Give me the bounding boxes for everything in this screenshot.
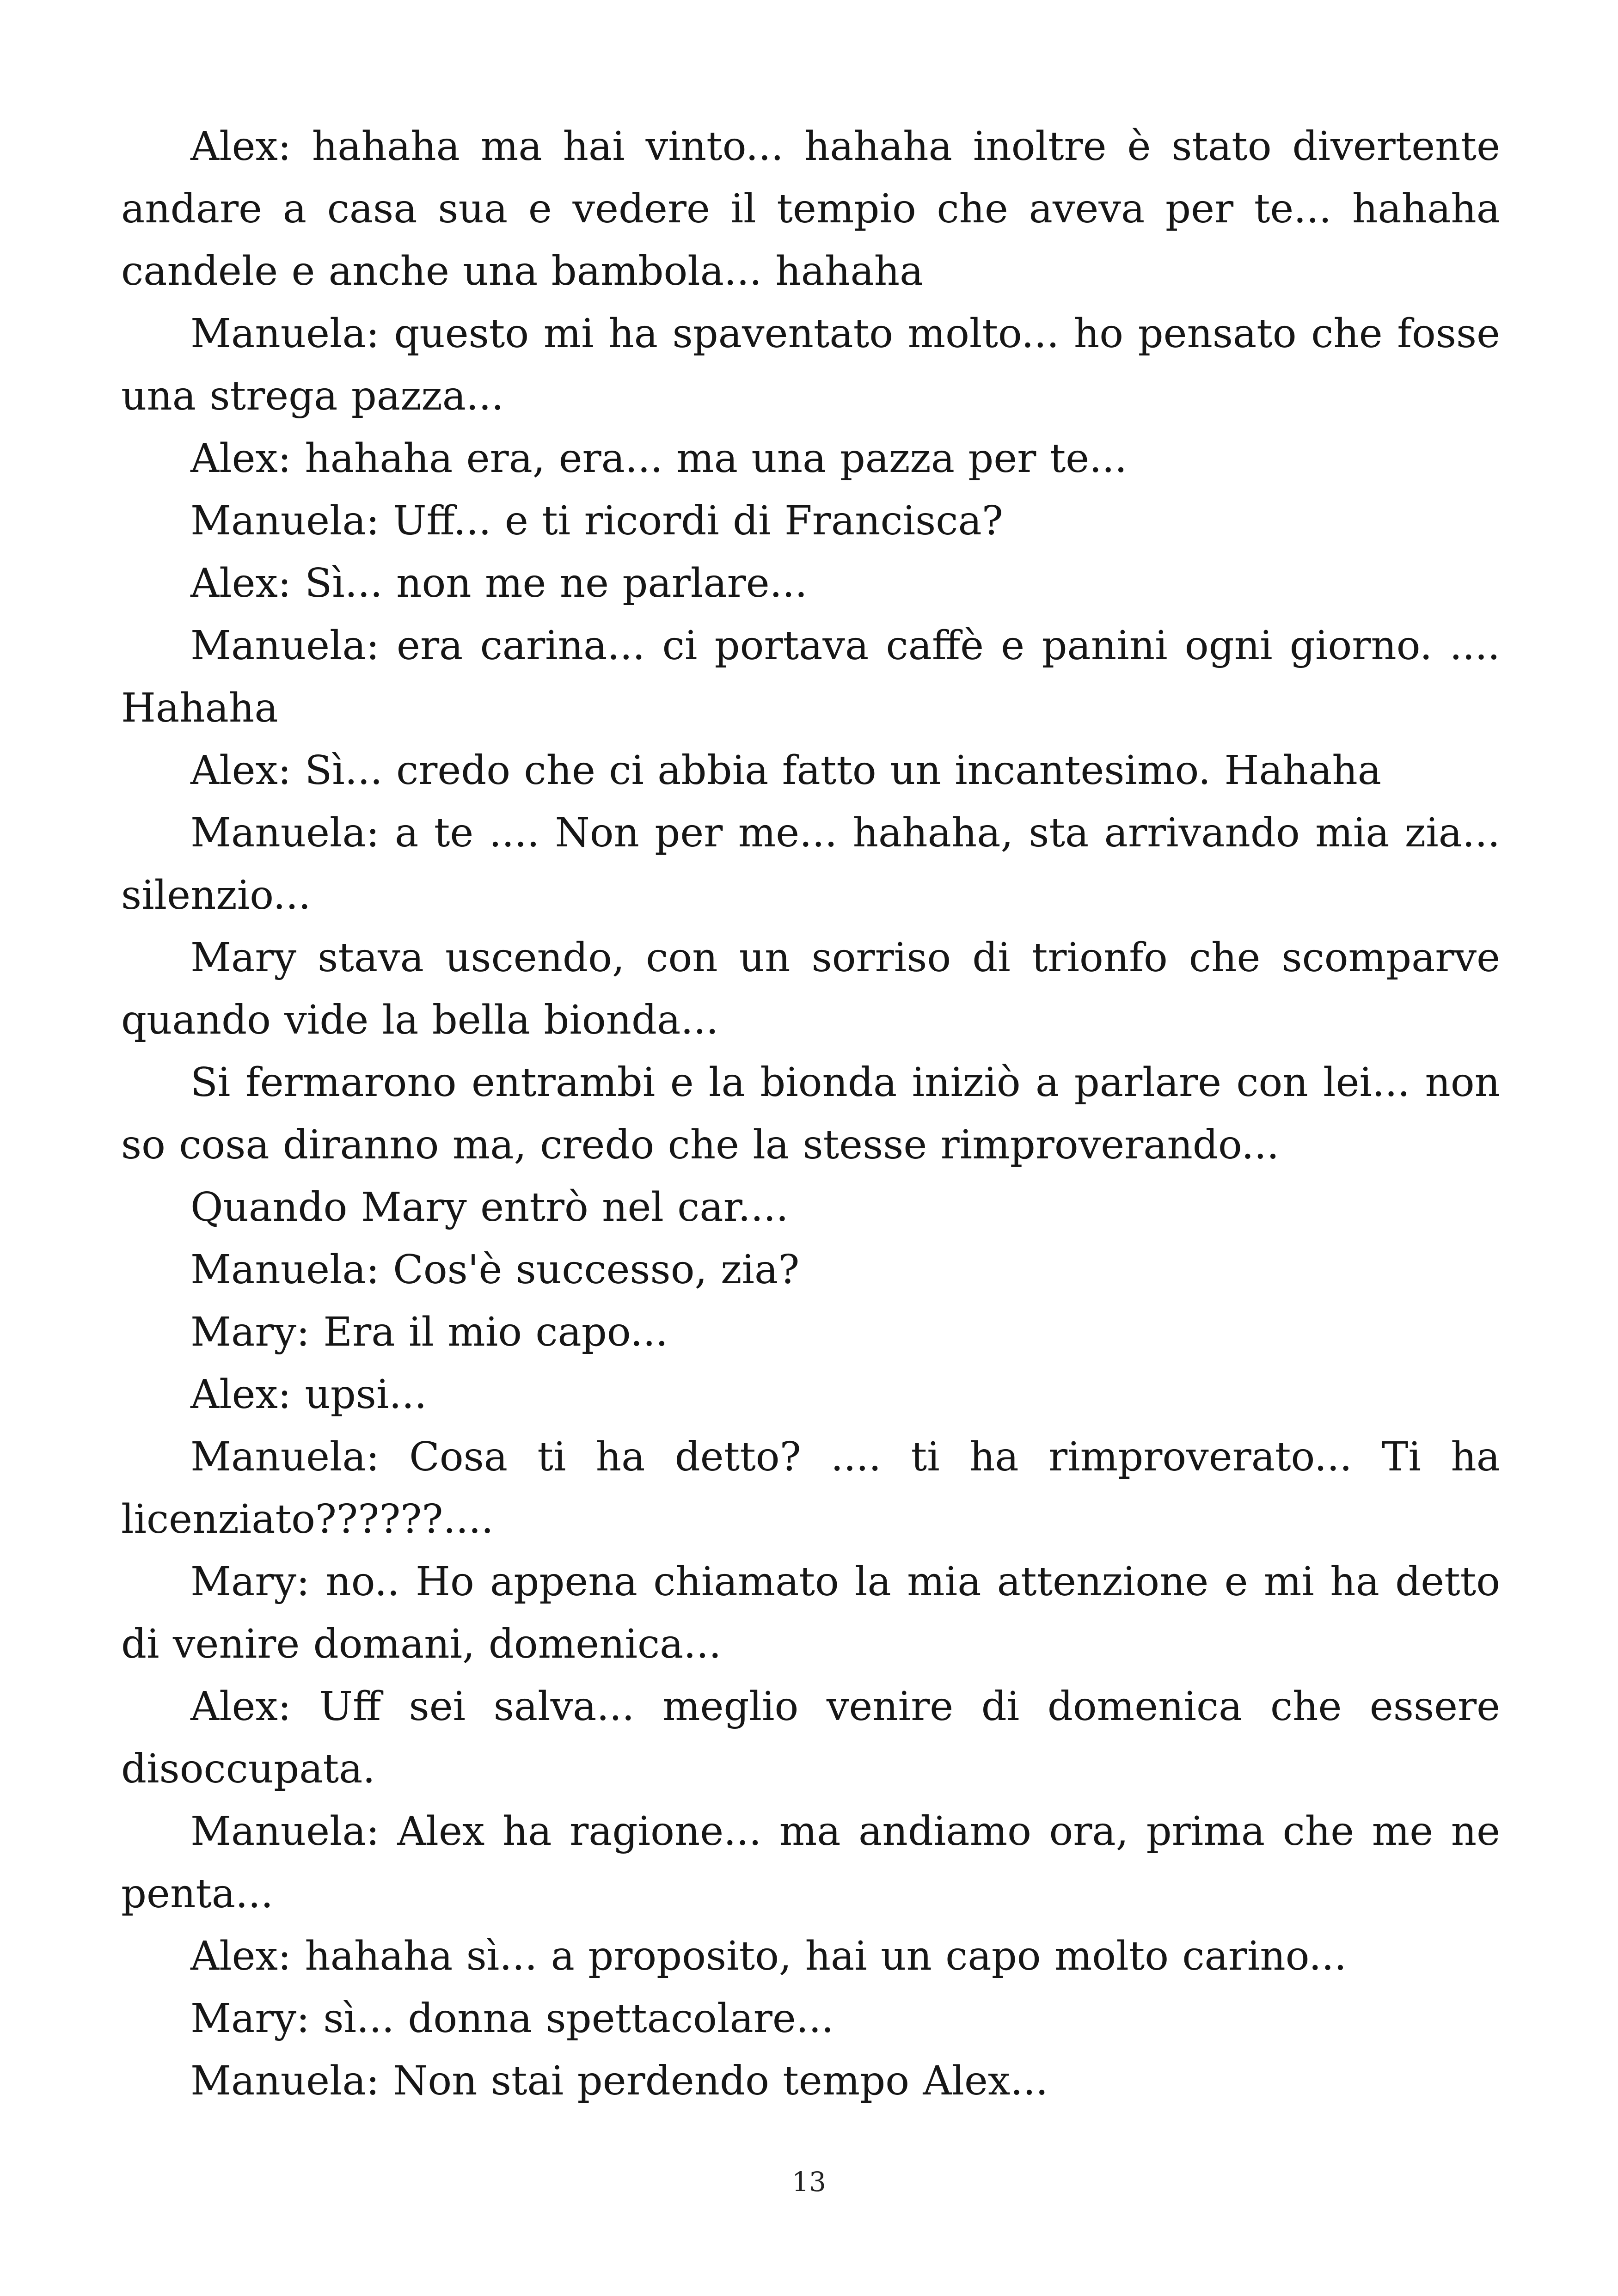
paragraph: Alex: Sì... credo che ci abbia fatto un incantesimo. Hahaha bbox=[190, 747, 1382, 794]
paragraph: Mary: no.. Ho appena chiamato la mia attenzione e mi ha detto di venire domani, domenica... bbox=[121, 1559, 1500, 1667]
paragraph: Alex: hahaha era, era... ma una pazza per te... bbox=[190, 435, 1128, 482]
paragraph: Mary stava uscendo, con un sorriso di trionfo che scomparve quando vide la bella bionda... bbox=[121, 935, 1500, 1043]
paragraph: Alex: upsi... bbox=[190, 1371, 427, 1418]
paragraph: Manuela: Cosa ti ha detto? .... ti ha rimproverato... Ti ha licenziato??????.... bbox=[121, 1434, 1500, 1543]
paragraph: Alex: hahaha sì... a proposito, hai un capo molto carino... bbox=[190, 1933, 1347, 1979]
paragraph: Manuela: Alex ha ragione... ma andiamo ora, prima che me ne penta... bbox=[121, 1808, 1500, 1917]
paragraph: Mary: Era il mio capo... bbox=[190, 1309, 668, 1355]
page-number: 13 bbox=[792, 2166, 826, 2198]
paragraph: Manuela: questo mi ha spaventato molto... ho pensato che fosse una strega pazza... bbox=[121, 311, 1500, 419]
paragraph: Alex: Sì... non me ne parlare... bbox=[190, 560, 808, 606]
paragraph: Quando Mary entrò nel car.... bbox=[190, 1184, 789, 1231]
paragraph: Manuela: era carina... ci portava caffè e panini ogni giorno. .... Hahaha bbox=[121, 623, 1500, 731]
paragraph: Manuela: Cos'è successo, zia? bbox=[190, 1247, 800, 1293]
paragraph: Alex: Uff sei salva... meglio venire di domenica che essere disoccupata. bbox=[121, 1684, 1500, 1792]
paragraph: Alex: hahaha ma hai vinto... hahaha inoltre è stato divertente andare a casa sua e vedere il tempio che aveva per te... hahaha candele e anche una bambola... hahaha bbox=[121, 123, 1500, 294]
page-body bbox=[121, 116, 1500, 2112]
paragraph: Manuela: a te .... Non per me... hahaha, sta arrivando mia zia... silenzio... bbox=[121, 810, 1500, 918]
paragraph: Manuela: Non stai perdendo tempo Alex... bbox=[190, 2058, 1048, 2104]
paragraph: Manuela: Uff... e ti ricordi di Francisca? bbox=[190, 498, 1003, 544]
paragraph: Mary: sì... donna spettacolare... bbox=[190, 1996, 834, 2042]
paragraph: Si fermarono entrambi e la bionda iniziò a parlare con lei... non so cosa diranno ma, credo che la stesse rimproverando... bbox=[121, 1059, 1500, 1168]
